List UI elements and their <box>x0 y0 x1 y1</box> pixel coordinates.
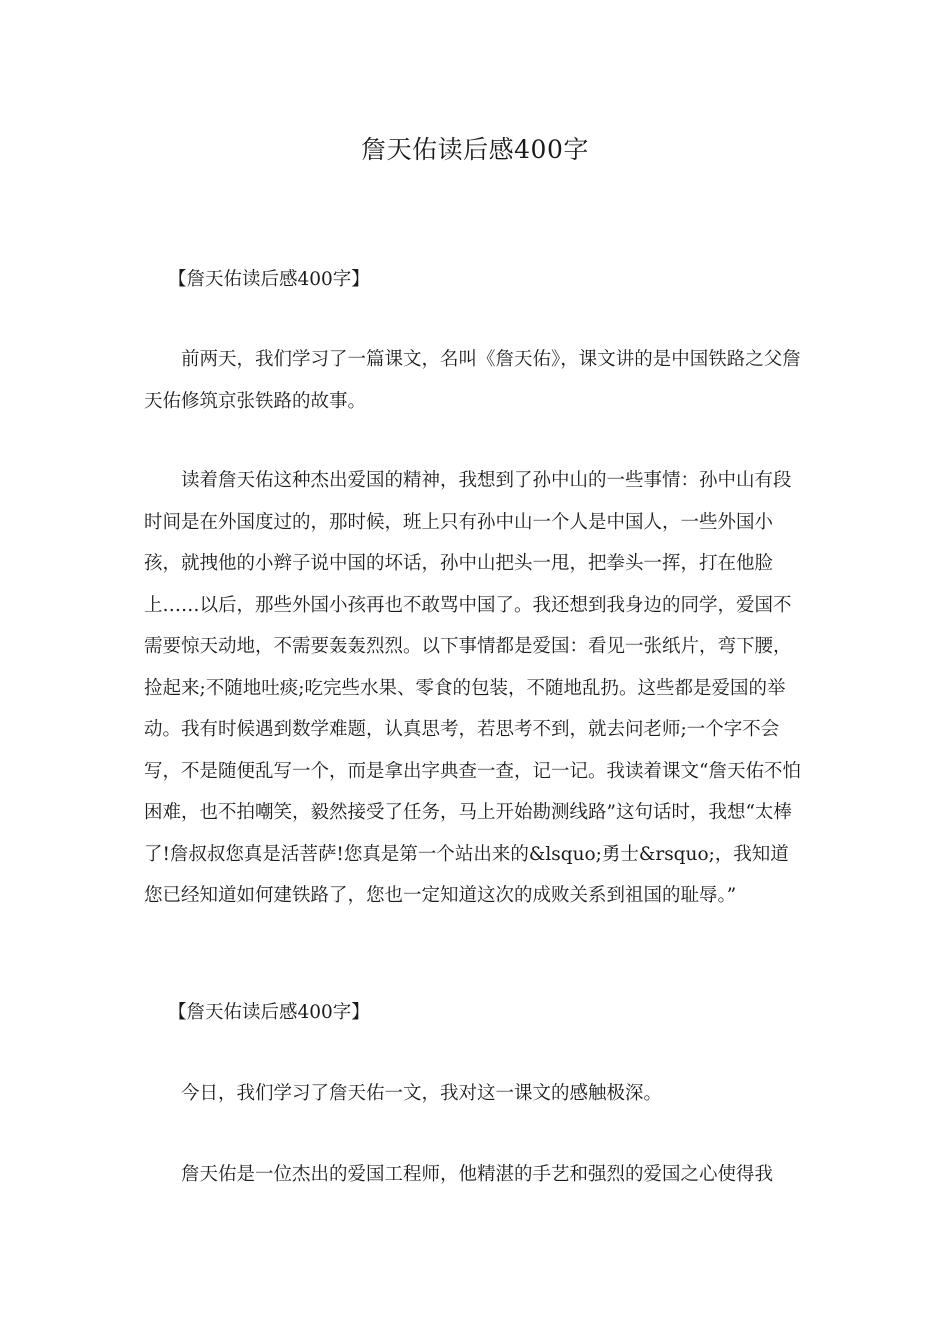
section-2-paragraph-2 <box>144 1154 806 1196</box>
paragraph-text: 前两天，我们学习了一篇课文，名叫《詹天佑》，课文讲的是中国铁路之父詹天佑修筑京张铁路的故事。 <box>144 349 801 412</box>
section-2-paragraph-1 <box>144 1073 806 1115</box>
section-1-paragraph-2 <box>144 460 806 917</box>
section-heading-2: 【詹天佑读后感400字】 <box>168 1002 370 1023</box>
paragraph-text: 詹天佑是一位杰出的爱国工程师，他精湛的手艺和强烈的爱国之心使得我 <box>181 1164 774 1185</box>
paragraph-text: 读着詹天佑这种杰出爱国的精神，我想到了孙中山的一些事情：孙中山有段时间是在外国度过的，那时候，班上只有孙中山一个人是中国人，一些外国小孩，就拽他的小辫子说中国的坏话，孙中山把头一甩，把拳头一挥，打在他脸上……以后，那些外国小孩再也不敢骂中国了。我还想到我身边的同学，爱国不需要惊天动地，不需要轰轰烈烈。以下事情都是爱国：看见一张纸片，弯下腰，捡起来;不随地吐痰;吃完些水果、零食的包装，不随地乱扔。这些都是爱国的举动。我有时候遇到数学难题，认真思考，若思考不到，就去问老师;一个字不会写，不是随便乱写一个，而是拿出字典查一查，记一记。我读着课文“詹天佑不怕困难，也不拍嘲笑，毅然接受了任务，马上开始勘测线路”这句话时，我想“太棒了!詹叔叔您真是活菩萨!您真是第一个站出来的&lsquo;勇士&rsquo;，我知道您已经知道如何建铁路了，您也一定知道这次的成败关系到祖国的耻辱。” <box>144 470 801 906</box>
section-heading-1: 【詹天佑读后感400字】 <box>168 269 370 290</box>
section-1-paragraph-1 <box>144 339 806 422</box>
paragraph-text: 今日，我们学习了詹天佑一文，我对这一课文的感触极深。 <box>181 1083 663 1104</box>
document-title: 詹天佑读后感400字 <box>361 135 589 164</box>
